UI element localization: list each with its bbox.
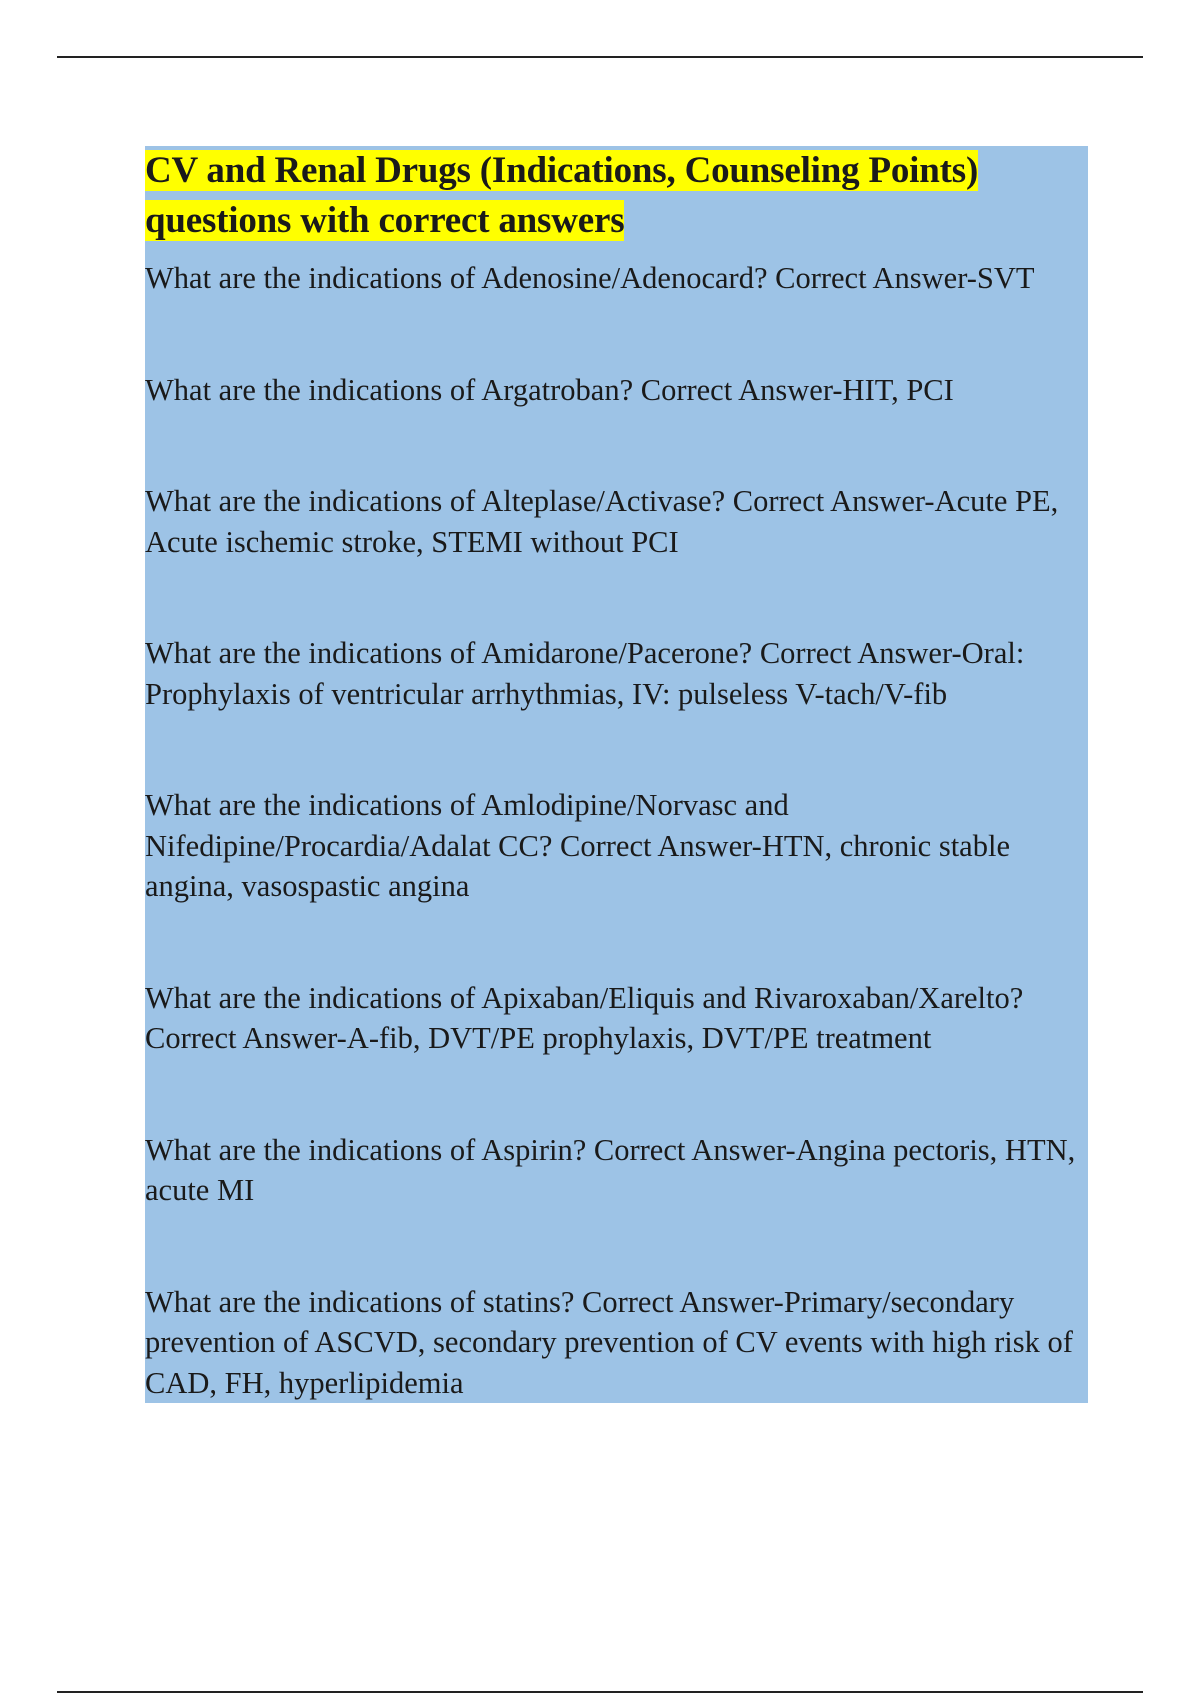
footer-rule — [57, 1691, 1143, 1693]
qa-item-argatroban: What are the indications of Argatroban? Correct Answer-HIT, PCI — [145, 372, 954, 407]
qa-item-amiodarone: What are the indications of Amidarone/Pacerone? Correct Answer-Oral: Prophylaxis of ventricular arrhythmias, IV: pulseless V-tach/V-fib — [145, 636, 1025, 711]
document-title — [145, 146, 1088, 246]
header-rule — [57, 56, 1143, 58]
qa-item-alteplase: What are the indications of Alteplase/Activase? Correct Answer-Acute PE, Acute ischemic stroke, STEMI without PCI — [145, 484, 1059, 559]
qa-list — [145, 258, 1088, 1403]
qa-item-adenosine: What are the indications of Adenosine/Adenocard? Correct Answer-SVT — [145, 261, 1035, 295]
document-title-line2: questions with correct answers — [145, 200, 625, 241]
document-body — [145, 146, 1088, 1403]
qa-item-apixaban-rivaroxaban: What are the indications of Apixaban/Eliquis and Rivaroxaban/Xarelto? Correct Answer-A-fib, DVT/PE prophylaxis, DVT/PE treatment — [145, 980, 1024, 1055]
qa-item-aspirin: What are the indications of Aspirin? Correct Answer-Angina pectoris, HTN, acute MI — [145, 1132, 1076, 1207]
qa-item-statins: What are the indications of statins? Correct Answer-Primary/secondary prevention of ASCVD, secondary prevention of CV events with high risk of CAD, FH, hyperlipidemia — [145, 1284, 1073, 1400]
document-title-line1: CV and Renal Drugs (Indications, Counseling Points) — [145, 150, 979, 191]
qa-item-amlodipine-nifedipine: What are the indications of Amlodipine/Norvasc and Nifedipine/Procardia/Adalat CC? Correct Answer-HTN, chronic stable angina, vasospastic angina — [145, 788, 1010, 903]
